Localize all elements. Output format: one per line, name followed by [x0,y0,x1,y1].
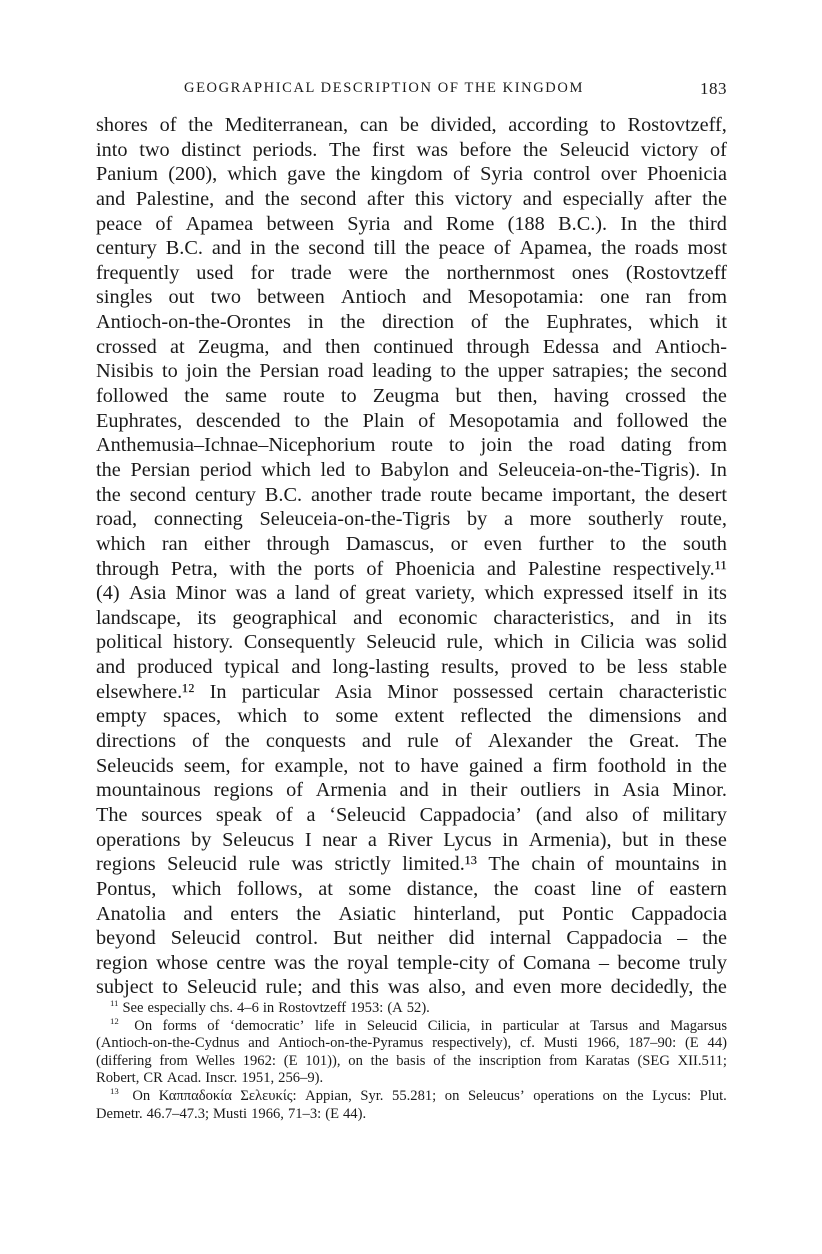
body-line: Pontus, which follows, at some distance, the coast line of eastern [96,877,727,900]
body-line: which ran either through Damascus, or even further to the south [96,532,727,555]
body-line: Euphrates, descended to the Plain of Mesopotamia and followed the [96,409,727,432]
body-line: Anthemusia–Ichnae–Nicephorium route to join the road dating from [96,434,727,457]
body-line: region whose centre was the royal temple-city of Comana – become truly [96,951,727,974]
body-line: through Petra, with the ports of Phoenicia and Palestine respectively.¹¹ [96,557,727,580]
body-line: subject to Seleucid rule; and this was also, and even more decidedly, the [96,976,727,999]
body-line: the second century B.C. another trade route became important, the desert [96,483,727,506]
footnote-13-line: $^{13}$ On Καππαδοκία Σελευκίς: Appian, Syr. 55.281; on Seleucus’ operations on the Lycus: Plut. [110,1086,727,1104]
body-line: mountainous regions of Armenia and in their outliers in Asia Minor. [96,779,727,802]
body-line: and produced typical and long-lasting results, proved to be less stable [96,656,727,679]
body-line: frequently used for trade were the northernmost ones (Rostovtzeff [96,261,727,284]
body-line: empty spaces, which to some extent reflected the dimensions and [96,705,727,728]
body-line: operations by Seleucus I near a River Lycus in Armenia), but in these [96,828,727,851]
body-line: shores of the Mediterranean, can be divided, according to Rostovtzeff, [96,114,727,136]
body-line: directions of the conquests and rule of Alexander the Great. The [96,730,727,753]
body-line: Antioch-on-the-Orontes in the direction of the Euphrates, which it [96,311,727,334]
body-line: century B.C. and in the second till the peace of Apamea, the roads most [96,237,727,260]
body-line: peace of Apamea between Syria and Rome (188 B.C.). In the third [96,212,727,235]
body-line: elsewhere.¹² In particular Asia Minor possessed certain characteristic [96,680,727,703]
footnote-13-line: Demetr. 46.7–47.3; Musti 1966, 71–3: (E 44). [96,1105,367,1122]
body-line: political history. Consequently Seleucid rule, which in Cilicia was solid [96,631,727,654]
body-line: Anatolia and enters the Asiatic hinterland, put Pontic Cappadocia [96,902,727,925]
footnote-12-line: (differing from Welles 1962: (E 101)), on the basis of the inscription from Karatas (SEG XII.511; [96,1052,727,1069]
body-line: beyond Seleucid control. But neither did internal Cappadocia – the [96,927,727,950]
body-line: regions Seleucid rule was strictly limited.¹³ The chain of mountains in [96,853,727,876]
body-line: crossed at Zeugma, and then continued through Edessa and Antioch- [96,335,727,358]
page-number: 183 [700,79,727,98]
footnote-11-line: $^{11}$ See especially chs. 4–6 in Rostovtzeff 1953: (A 52). [110,998,430,1016]
body-text [96,113,727,1000]
body-line: into two distinct periods. The first was before the Seleucid victory of [96,138,727,161]
footnote-12-line: (Antioch-on-the-Cydnus and Antioch-on-the-Pyramus respectively), cf. Musti 1966, 187–90: (E 44) [96,1035,727,1052]
body-line: followed the same route to Zeugma but then, having crossed the [96,385,727,408]
body-line: (4) Asia Minor was a land of great variety, which expressed itself in its [96,582,727,605]
footnote-number: 13 [110,1086,119,1097]
running-head [96,80,727,102]
chapter-running-title: GEOGRAPHICAL DESCRIPTION OF THE KINGDOM [184,80,584,96]
body-line: Seleucids seem, for example, not to have gained a firm foothold in the [96,754,727,777]
body-line: landscape, its geographical and economic characteristics, and in its [96,606,727,629]
footnotes [96,1000,727,1123]
body-line: and Palestine, and the second after this victory and especially after the [96,187,727,210]
body-line: The sources speak of a ‘Seleucid Cappadocia’ (and also of military [96,803,727,826]
footnote-12-line: Robert, CR Acad. Inscr. 1951, 256–9). [96,1070,324,1087]
body-line: singles out two between Antioch and Mesopotamia: one ran from [96,286,727,309]
footnote-number: 11 [110,998,119,1009]
body-line: Nisibis to join the Persian road leading to the upper satrapies; the second [96,360,727,383]
body-line: the Persian period which led to Babylon and Seleuceia-on-the-Tigris). In [96,458,727,481]
footnote-12-line: $^{12}$ On forms of ‘democratic’ life in Seleucid Cilicia, in particular at Tarsus and Magarsus [110,1015,727,1034]
body-line: Panium (200), which gave the kingdom of Syria control over Phoenicia [96,163,727,186]
body-line: road, connecting Seleuceia-on-the-Tigris by a more southerly route, [96,508,727,531]
footnote-number: 12 [110,1015,119,1026]
